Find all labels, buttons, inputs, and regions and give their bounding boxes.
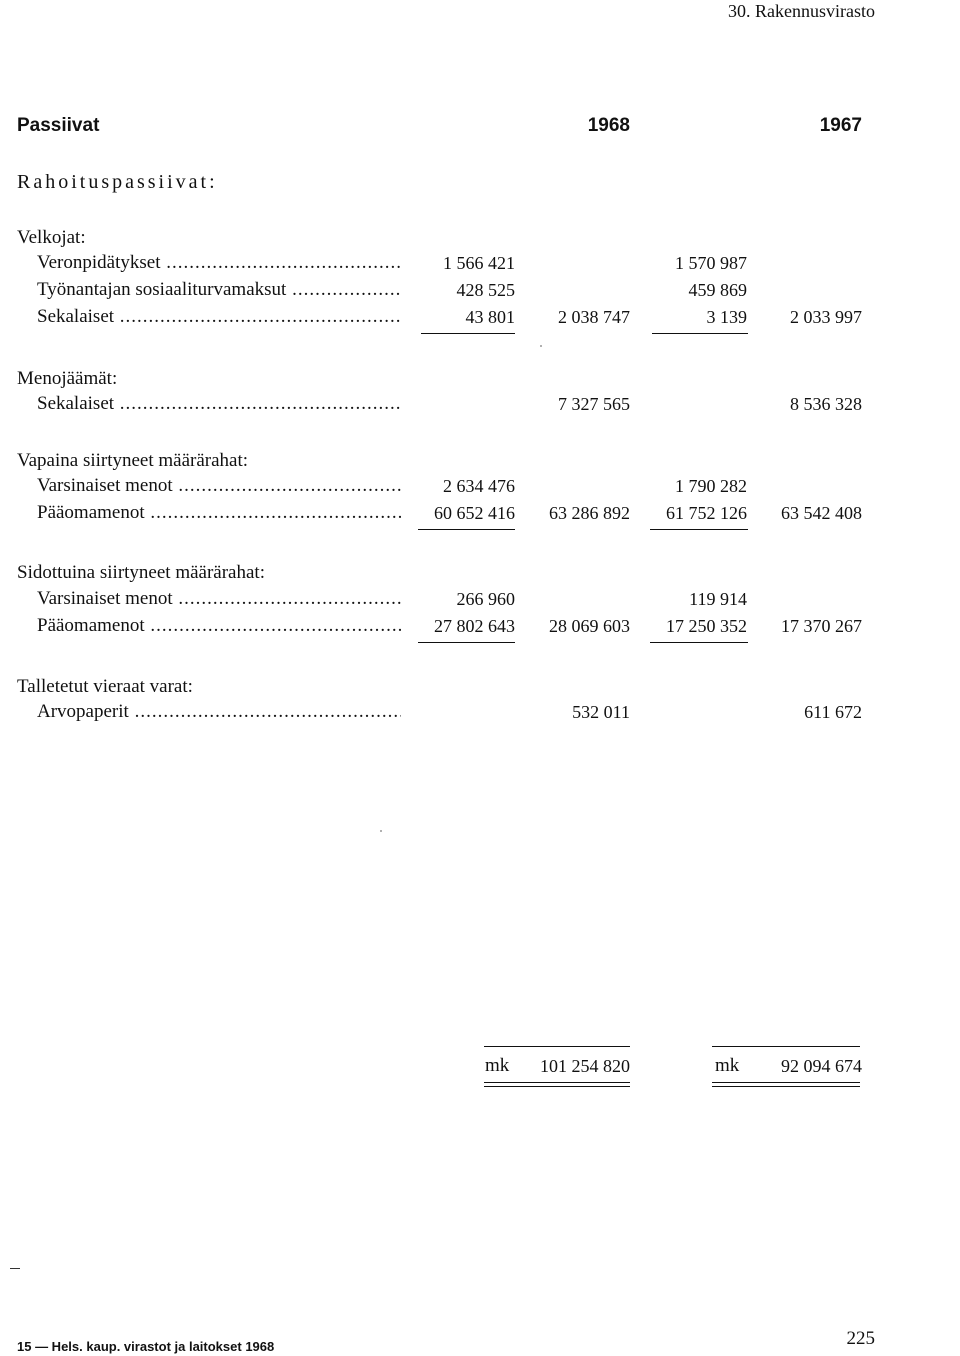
subtotal-rule <box>418 529 515 530</box>
total-rule-top-1968 <box>484 1046 630 1047</box>
year-1967-heading: 1967 <box>819 115 862 136</box>
cell-1967-subtotal: 17 370 267 <box>781 616 862 636</box>
cell-1968-detail: 1 566 421 <box>443 253 515 273</box>
cell-1967-detail: 119 914 <box>689 589 747 609</box>
total-rule-bottom-1968 <box>484 1086 630 1087</box>
cell-1968-subtotal: 532 011 <box>572 702 630 722</box>
cell-1967-detail: 17 250 352 <box>666 616 747 636</box>
cell-1968-subtotal: 63 286 892 <box>549 503 630 523</box>
print-speck <box>380 830 382 832</box>
group-heading-velkojat: Velkojat: <box>17 227 86 248</box>
total-currency-1967: mk <box>715 1055 740 1076</box>
cell-1968-detail: 428 525 <box>456 280 515 300</box>
subtotal-rule <box>650 529 748 530</box>
cell-1968-detail: 43 801 <box>465 307 515 327</box>
cell-1967-detail: 459 869 <box>688 280 747 300</box>
row-label: Sekalaiset ..... <box>37 306 401 328</box>
cell-1968-detail: 266 960 <box>456 589 515 609</box>
group-heading-menojaamat: Menojäämät: <box>17 368 118 389</box>
cell-1967-subtotal: 611 672 <box>804 702 862 722</box>
row-label: Varsinaiset menot ..... <box>37 475 401 497</box>
print-speck <box>540 345 542 347</box>
row-label: Työnantajan sosiaaliturvamaksut ..... <box>37 279 401 301</box>
total-rule-bottom-1967 <box>712 1086 860 1087</box>
year-1968-heading: 1968 <box>587 115 630 136</box>
page-number: 225 <box>846 1328 875 1349</box>
cell-1967-detail: 61 752 126 <box>666 503 747 523</box>
footer-publication: 15 — Hels. kaup. virastot ja laitokset 1968 <box>17 1339 275 1354</box>
subtotal-rule <box>652 333 748 334</box>
row-label: Arvopaperit ..... <box>37 701 401 723</box>
total-1967: 92 094 674 <box>781 1056 862 1076</box>
subtotal-rule <box>418 642 515 643</box>
cell-1967-detail: 1 790 282 <box>675 476 747 496</box>
row-label: Veronpidätykset ..... <box>37 252 401 274</box>
cell-1968-detail: 60 652 416 <box>434 503 515 523</box>
total-rule-bottom-1967 <box>712 1082 860 1083</box>
cell-1968-detail: 27 802 643 <box>434 616 515 636</box>
total-rule-bottom-1968 <box>484 1082 630 1083</box>
row-label: Varsinaiset menot ..... <box>37 588 401 610</box>
group-heading-sidottuina: Sidottuina siirtyneet määrärahat: <box>17 562 265 583</box>
cell-1967-detail: 3 139 <box>706 307 747 327</box>
cell-1967-subtotal: 63 542 408 <box>781 503 862 523</box>
group-heading-talletetut: Talletetut vieraat varat: <box>17 676 193 697</box>
page-header: 30. Rakennusvirasto <box>728 1 875 21</box>
row-label: Sekalaiset ..... <box>37 393 401 415</box>
cell-1967-detail: 1 570 987 <box>675 253 747 273</box>
cell-1968-subtotal: 2 038 747 <box>558 307 630 327</box>
row-label: Pääomamenot ..... <box>37 615 401 637</box>
total-1968: 101 254 820 <box>540 1056 630 1076</box>
cell-1968-subtotal: 28 069 603 <box>549 616 630 636</box>
print-mark <box>10 1268 20 1269</box>
section-heading: Rahoituspassiivat: <box>17 171 218 193</box>
cell-1968-subtotal: 7 327 565 <box>558 394 630 414</box>
cell-1968-detail: 2 634 476 <box>443 476 515 496</box>
row-label: Pääomamenot ..... <box>37 502 401 524</box>
subtotal-rule <box>650 642 748 643</box>
total-rule-top-1967 <box>712 1046 860 1047</box>
group-heading-vapaina: Vapaina siirtyneet määrärahat: <box>17 450 249 471</box>
cell-1967-subtotal: 8 536 328 <box>790 394 862 414</box>
page-title: Passiivat <box>17 115 100 136</box>
total-currency-1968: mk <box>485 1055 510 1076</box>
subtotal-rule <box>421 333 515 334</box>
cell-1967-subtotal: 2 033 997 <box>790 307 862 327</box>
